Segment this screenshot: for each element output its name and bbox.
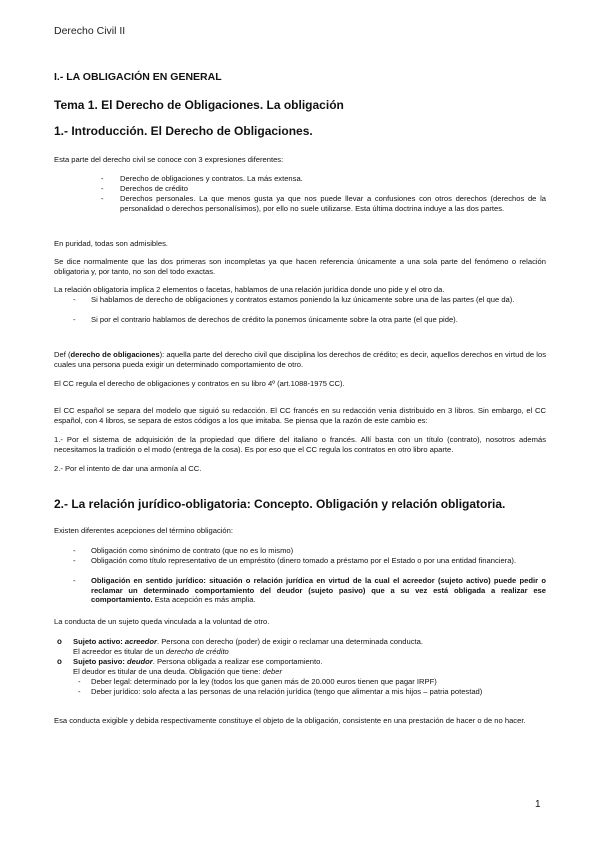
admisibles-paragraph: En puridad, todas son admisibles.: [54, 239, 168, 248]
sujeto-activo-label: Sujeto activo:: [73, 637, 125, 646]
list-item-faceta-2: Si por el contrario hablamos de derechos de crédito la ponemos únicamente sobre la otra parte (el que pide).: [91, 315, 458, 324]
sujeto-pasivo-label: Sujeto pasivo:: [73, 657, 128, 666]
sujeto-pasivo-line2: El deudor es titular de una deuda. Obligación que tiene:: [73, 666, 263, 676]
def-text: ): aquella parte del derecho civil que disciplina los derechos de crédito; es decir, aquellos derechos en virtud de los cuales una persona pueda exigir un determinado comportamiento de otro.: [54, 350, 546, 369]
list-item-faceta-1: Si hablamos de derecho de obligaciones y contratos estamos poniendo la luz únicamente sobre una de las partes (el que da).: [91, 295, 515, 304]
razon-1-paragraph: 1.- Por el sistema de adquisición de la propiedad que difiere del italiano o francés. Allí basta con un título (contrato), nosotros además necesitamos la tradición o el modo (entrega de la cosa). Es por eso que el CC regula los contratos en otro libro aparte.: [54, 435, 546, 454]
list-item-expresion-3: Derechos personales. La que menos gusta ya que nos puede llevar a confusiones con otros derechos (derechos de la personalidad o derechos personalísimos), por ello no suele utilizarse. Esta última doctrina induye a las dos partes.: [120, 194, 546, 213]
section-2-heading: 2.- La relación jurídico-obligatoria: Concepto. Obligación y relación obligatoria.: [54, 497, 506, 511]
bullet-circle-icon: o: [57, 637, 62, 646]
sujeto-pasivo-line2-term: deber: [262, 666, 282, 676]
conducta-paragraph: La conducta de un sujeto queda vinculada a la voluntad de otro.: [54, 617, 270, 626]
section-1-heading: 1.- Introducción. El Derecho de Obligaciones.: [54, 124, 313, 138]
list-item-acepcion-2: Obligación como título representativo de un empréstito (dinero tomado a préstamo por el Estado o por una entidad financiera).: [91, 556, 517, 565]
list-dash: -: [73, 315, 76, 324]
acepcion-3-rest: Esta acepción es más amplia.: [152, 595, 256, 605]
def-term: derecho de obligaciones: [70, 350, 160, 359]
intro-paragraph: Esta parte del derecho civil se conoce con 3 expresiones diferentes:: [54, 155, 284, 164]
sujeto-activo-item: [73, 637, 546, 656]
page-number: 1: [535, 799, 541, 810]
final-paragraph: Esa conducta exigible y debida respectivamente constituye el objeto de la obligación, consistente en una prestación de hacer o de no hacer.: [54, 716, 526, 725]
list-item-expresion-2: Derechos de crédito: [120, 184, 188, 193]
relacion-paragraph: La relación obligatoria implica 2 elementos o facetas, hablamos de una relación jurídica donde uno pide y el otro da.: [54, 285, 445, 294]
list-item-expresion-1: Derecho de obligaciones y contratos. La más extensa.: [120, 174, 303, 183]
incompletas-paragraph: Se dice normalmente que las dos primeras son incompletas ya que hacen referencia únicamente a una sola parte del fenómeno o relación obligatoria y, por tanto, no son del todo exactas.: [54, 257, 546, 276]
cc-paragraph: El CC regula el derecho de obligaciones y contratos en su libro 4º (art.1088-1975 CC).: [54, 379, 345, 388]
list-dash: -: [73, 295, 76, 304]
part-heading: I.- LA OBLIGACIÓN EN GENERAL: [54, 71, 222, 83]
running-header: Derecho Civil II: [54, 25, 126, 37]
list-dash: -: [101, 184, 104, 193]
list-item-deber-1: Deber legal: determinado por la ley (todos los que ganen más de 20.000 euros tienen que pagar IRPF): [91, 677, 437, 686]
list-dash: -: [73, 546, 76, 555]
sujeto-activo-term: acreedor: [124, 637, 157, 646]
sujeto-activo-text: . Persona con derecho (poder) de exigir o reclamar una determinada conducta.: [157, 637, 423, 646]
list-dash: -: [101, 194, 104, 203]
sujeto-pasivo-text: . Persona obligada a realizar ese comportamiento.: [152, 657, 323, 666]
list-item-acepcion-1: Obligación como sinónimo de contrato (que no es lo mismo): [91, 546, 294, 555]
list-dash: -: [101, 174, 104, 183]
list-dash: -: [78, 677, 81, 686]
list-dash: -: [73, 576, 76, 585]
sujeto-pasivo-term: deudor: [127, 657, 153, 666]
def-prefix: Def (: [54, 350, 71, 359]
sujeto-pasivo-item: [73, 657, 546, 676]
acepcion-3-bold: Obligación en sentido jurídico: situación o relación jurídica en virtud de la cual el acreedor (sujeto activo) puede pedir o reclamar un determinado comportamiento del deudor (sujeto pasivo) que a su vez está obligada a realizar ese comportamiento.: [91, 576, 546, 605]
razon-2-paragraph: 2.- Por el intento de dar una armonía al CC.: [54, 464, 202, 473]
list-item-deber-2: Deber jurídico: solo afecta a las personas de una relación jurídica (tengo que alimentar a mis hijos – patria potestad): [91, 687, 483, 696]
list-dash: -: [73, 556, 76, 565]
tema-heading: Tema 1. El Derecho de Obligaciones. La obligación: [54, 98, 344, 112]
acepciones-paragraph: Existen diferentes acepciones del término obligación:: [54, 526, 233, 535]
cc-espanol-paragraph: El CC español se separa del modelo que siguió su redacción. El CC francés en su redacción venia distribuido en 3 libros. Sin embargo, el CC español, con 4 libros, se separa de estos códigos a los que imitaba. Se piensa que la razón de este cambio es:: [54, 406, 546, 425]
list-item-acepcion-3: [91, 576, 546, 605]
definition-paragraph: [54, 350, 546, 369]
sujeto-activo-line2: El acreedor es titular de un: [73, 646, 166, 656]
list-dash: -: [78, 687, 81, 696]
bullet-circle-icon: o: [57, 657, 62, 666]
sujeto-activo-line2-term: derecho de crédito: [165, 646, 229, 656]
